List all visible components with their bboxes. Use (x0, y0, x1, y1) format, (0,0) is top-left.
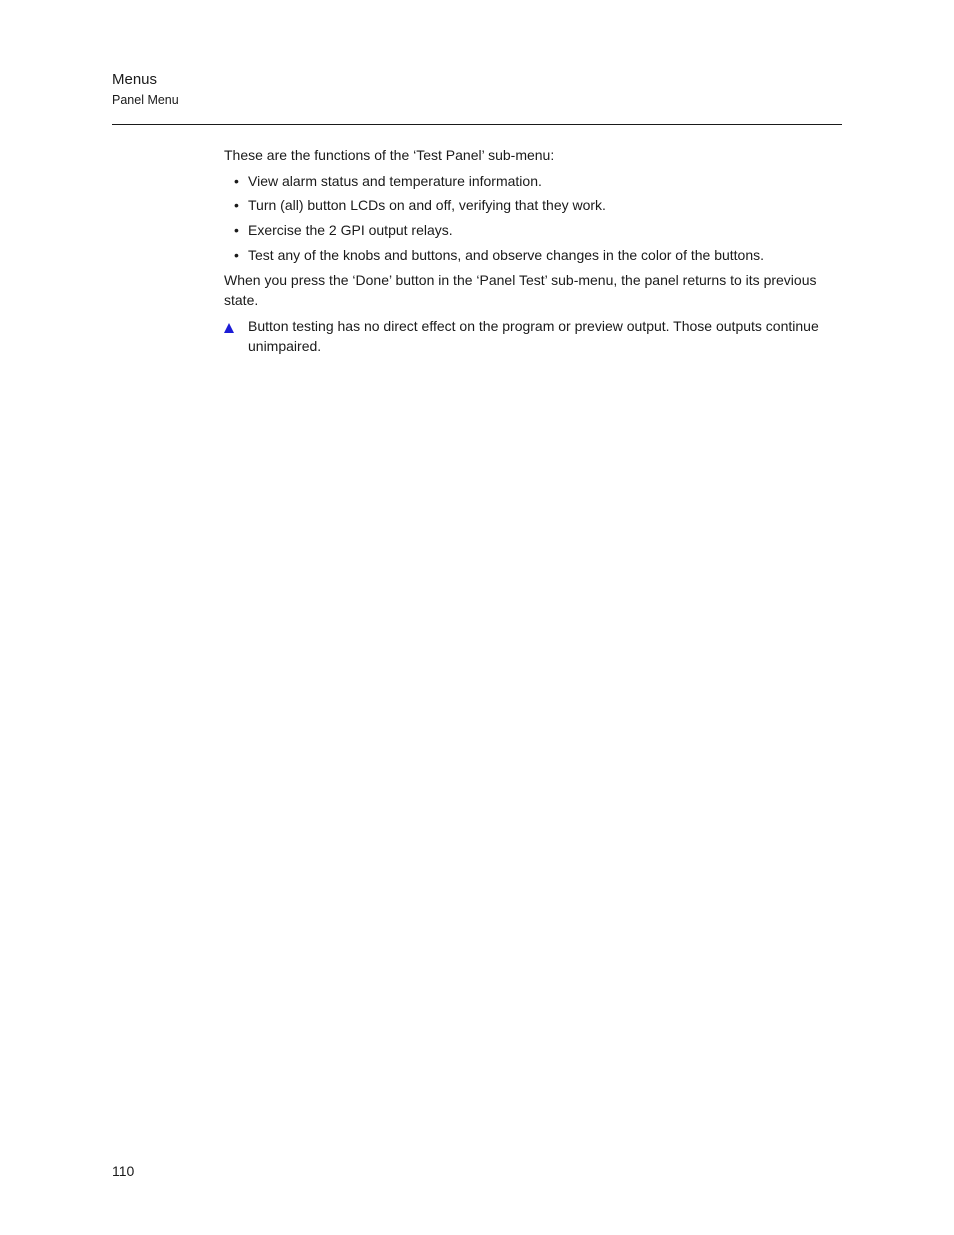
bullet-icon: • (234, 172, 239, 189)
intro-paragraph: These are the functions of the ‘Test Panel’ sub-menu: (224, 147, 555, 163)
function-list (224, 171, 844, 266)
list-item-text: View alarm status and temperature information. (248, 172, 542, 189)
page-number: 110 (112, 1163, 135, 1179)
triangle-note-icon (224, 323, 234, 333)
list-item (224, 220, 844, 241)
list-item-text: Exercise the 2 GPI output relays. (248, 222, 453, 239)
list-item-text: Test any of the knobs and buttons, and observe changes in the color of the buttons. (248, 246, 765, 263)
bullet-icon: • (234, 222, 239, 239)
header-divider (112, 124, 842, 125)
header-subsection-title: Panel Menu (112, 93, 179, 107)
list-item (224, 195, 844, 216)
note-text: Button testing has no direct effect on the program or preview output. Those outputs continue unimpaired. (248, 317, 819, 355)
closing-paragraph: When you press the ‘Done’ button in the ‘Panel Test’ sub-menu, the panel returns to its previous state. (224, 271, 817, 309)
note-block (224, 316, 844, 357)
bullet-icon: • (234, 246, 239, 263)
bullet-icon: • (234, 197, 239, 214)
list-item-text: Turn (all) button LCDs on and off, verifying that they work. (248, 197, 606, 214)
list-item (224, 245, 844, 266)
page-content (224, 145, 844, 357)
header-section-title: Menus (112, 71, 158, 88)
list-item (224, 171, 844, 192)
